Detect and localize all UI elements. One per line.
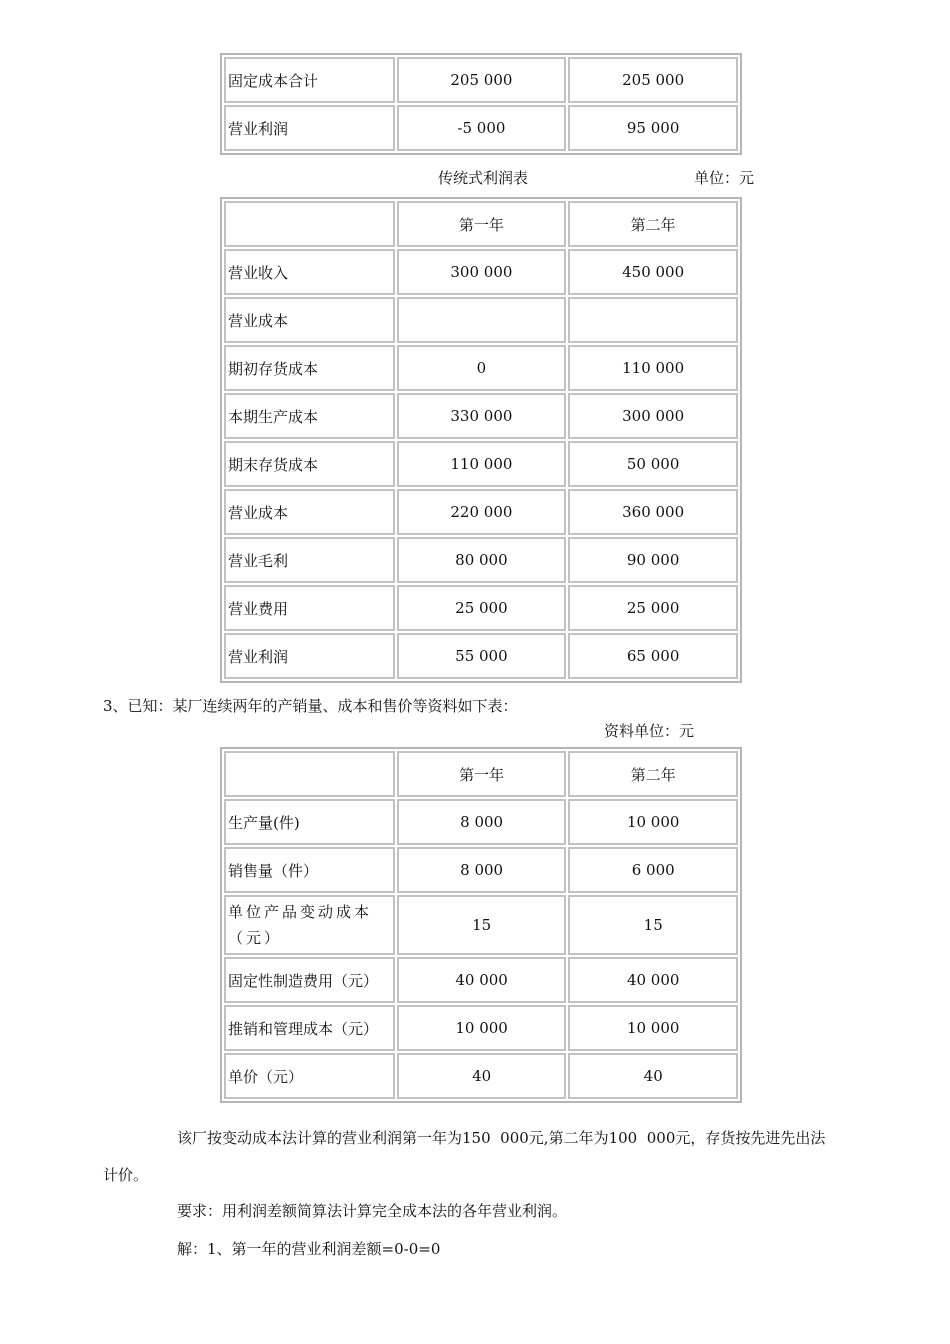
production-data-table: [220, 747, 742, 1103]
row-label: 固定性制造费用（元）: [224, 957, 395, 1003]
year2-value: 450 000: [568, 249, 738, 295]
row-label: 生产量(件): [224, 799, 395, 845]
table-row: [224, 345, 738, 391]
row-label: 单位产品变动成本（元）: [224, 895, 395, 955]
year1-value: 55 000: [397, 633, 567, 679]
year1-value: 220 000: [397, 489, 567, 535]
year2-value: [568, 297, 738, 343]
row-label: 推销和管理成本（元）: [224, 1005, 395, 1051]
table-row: [224, 957, 738, 1003]
year1-value: 8 000: [397, 799, 567, 845]
row-label: 期初存货成本: [224, 345, 395, 391]
table-row: [224, 297, 738, 343]
table-row: [224, 537, 738, 583]
year1-value: 300 000: [397, 249, 567, 295]
year2-value: 300 000: [568, 393, 738, 439]
paragraph-line-2: 计价。: [103, 1166, 149, 1184]
year2-value: 65 000: [568, 633, 738, 679]
year1-value: 40 000: [397, 957, 567, 1003]
year2-value: 95 000: [568, 105, 738, 151]
table-row: [224, 441, 738, 487]
traditional-table-unit: 单位：元: [694, 169, 755, 187]
year1-value: 0: [397, 345, 567, 391]
row-label: 本期生产成本: [224, 393, 395, 439]
row-label: 营业收入: [224, 249, 395, 295]
table-row: [224, 799, 738, 845]
fixed-cost-table: [220, 53, 742, 155]
row-label: 销售量（件）: [224, 847, 395, 893]
table-row: [224, 585, 738, 631]
table-row: [224, 847, 738, 893]
year2-value: 110 000: [568, 345, 738, 391]
year1-value: 40: [397, 1053, 567, 1099]
table-row: [224, 633, 738, 679]
year1-value: 25 000: [397, 585, 567, 631]
problem-unit: 资料单位：元: [604, 722, 695, 740]
header-blank: [224, 751, 395, 797]
year2-value: 50 000: [568, 441, 738, 487]
year2-value: 40 000: [568, 957, 738, 1003]
table-row: [224, 105, 738, 151]
traditional-income-table: [220, 197, 742, 683]
year2-value: 6 000: [568, 847, 738, 893]
table-row: [224, 489, 738, 535]
year1-value: 10 000: [397, 1005, 567, 1051]
year2-value: 360 000: [568, 489, 738, 535]
year2-value: 10 000: [568, 1005, 738, 1051]
year1-value: 205 000: [397, 57, 567, 103]
year2-value: 40: [568, 1053, 738, 1099]
year1-value: -5 000: [397, 105, 567, 151]
row-label: 固定成本合计: [224, 57, 395, 103]
table-row: [224, 393, 738, 439]
header-blank: [224, 201, 395, 247]
row-label: 营业费用: [224, 585, 395, 631]
table-row: [224, 1005, 738, 1051]
solution-text: 解：1、第一年的营业利润差额=0-0=0: [177, 1240, 441, 1258]
table-row: [224, 895, 738, 955]
year1-value: 15: [397, 895, 567, 955]
year2-value: 10 000: [568, 799, 738, 845]
year2-value: 15: [568, 895, 738, 955]
year1-value: 330 000: [397, 393, 567, 439]
problem-intro: 3、已知：某厂连续两年的产销量、成本和售价等资料如下表：: [103, 697, 518, 715]
year2-value: 90 000: [568, 537, 738, 583]
requirement-text: 要求：用利润差额简算法计算完全成本法的各年营业利润。: [177, 1202, 568, 1220]
row-label: 营业利润: [224, 633, 395, 679]
header-year1: 第一年: [397, 751, 567, 797]
year2-value: 205 000: [568, 57, 738, 103]
year1-value: 80 000: [397, 537, 567, 583]
table-row: [224, 249, 738, 295]
year1-value: 8 000: [397, 847, 567, 893]
table-row: [224, 1053, 738, 1099]
table-header-row: [224, 751, 738, 797]
header-year2: 第二年: [568, 751, 738, 797]
row-label: 期末存货成本: [224, 441, 395, 487]
header-year2: 第二年: [568, 201, 738, 247]
table-row: [224, 57, 738, 103]
row-label: 营业成本: [224, 297, 395, 343]
year1-value: 110 000: [397, 441, 567, 487]
traditional-table-title: 传统式利润表: [438, 169, 529, 187]
year1-value: [397, 297, 567, 343]
year2-value: 25 000: [568, 585, 738, 631]
row-label: 营业利润: [224, 105, 395, 151]
paragraph-line-1: 该厂按变动成本法计算的营业利润第一年为150 000元,第二年为100 000元，存货按先进先出法: [177, 1129, 826, 1147]
header-year1: 第一年: [397, 201, 567, 247]
row-label: 营业毛利: [224, 537, 395, 583]
row-label: 营业成本: [224, 489, 395, 535]
row-label: 单价（元）: [224, 1053, 395, 1099]
table-header-row: [224, 201, 738, 247]
